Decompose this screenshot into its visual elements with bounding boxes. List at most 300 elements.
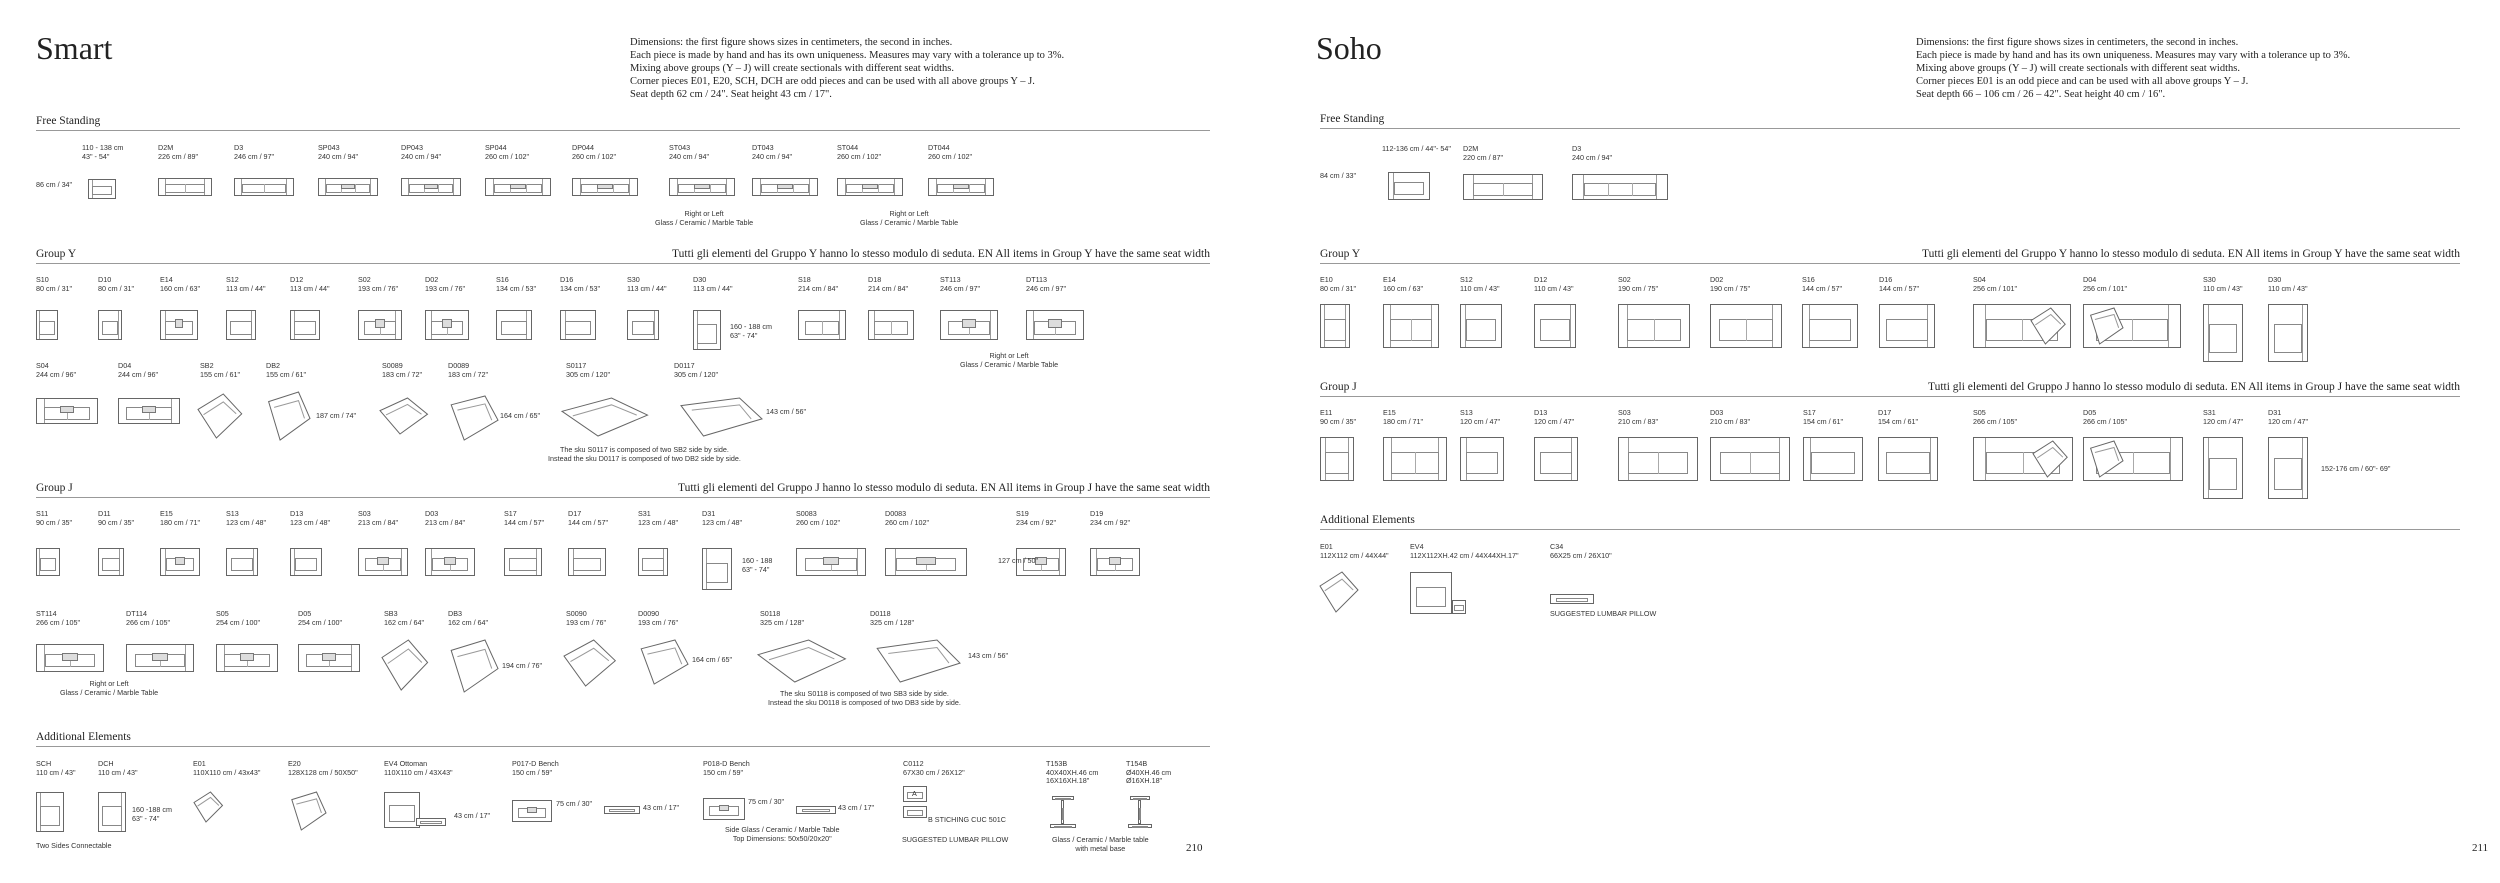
item-code: D0089	[448, 361, 470, 370]
sofa-drawing	[868, 310, 914, 340]
seat-divider	[526, 184, 527, 192]
item-size: 183 cm / 72"	[382, 369, 423, 379]
item-label	[1618, 409, 1658, 426]
sofa-seat	[92, 186, 112, 195]
item-code: D03	[425, 509, 439, 518]
item-label	[36, 760, 76, 777]
sofa-drawing	[885, 548, 967, 576]
item-label	[2203, 409, 2243, 426]
item-label	[1460, 276, 1500, 293]
table-insert	[175, 319, 184, 327]
item-label	[425, 276, 465, 293]
sofa-drawing	[290, 310, 320, 340]
item-code: D30	[693, 275, 707, 284]
sofa-seat	[1324, 319, 1345, 341]
item-size: 240 cm / 94"	[752, 151, 793, 161]
sofa-seat	[2274, 458, 2303, 489]
sofa-seat	[294, 321, 315, 336]
item-code: S16	[1802, 275, 1815, 284]
item-label	[485, 144, 529, 161]
item-code: D05	[2083, 408, 2097, 417]
item-code: ST043	[669, 143, 691, 152]
table-insert	[597, 184, 612, 189]
sofa-drawing	[752, 178, 818, 196]
sofa-arm	[1927, 305, 1934, 347]
sofa-seat	[295, 558, 318, 572]
item-code: S16	[496, 275, 509, 284]
item-code: D31	[702, 509, 716, 518]
item-label	[566, 362, 610, 379]
item-label	[36, 276, 72, 293]
item-label	[1016, 510, 1056, 527]
sofa-drawing	[1460, 304, 1502, 348]
sofa-drawing	[1383, 437, 1447, 481]
item-code: D16	[560, 275, 574, 284]
table-insert	[953, 184, 968, 189]
table-insert	[444, 557, 456, 565]
item-label	[1383, 276, 1423, 293]
sofa-seat	[1394, 182, 1424, 196]
item-size: 190 cm / 75"	[1710, 283, 1751, 293]
item-size: 110 cm / 43"	[2268, 283, 2308, 293]
item-code: ST113	[940, 275, 961, 284]
sofa-drawing	[1061, 800, 1064, 824]
item-code: T153B	[1046, 759, 1068, 768]
item-label	[200, 362, 240, 379]
sofa-seat	[40, 558, 57, 572]
item-label	[2203, 276, 2243, 293]
item-size: 112X112 cm / 44X44"	[1320, 550, 1389, 560]
divider	[1320, 396, 2460, 397]
sofa-drawing	[1138, 800, 1141, 824]
item-code: SP044	[485, 143, 507, 152]
sofa-drawing	[2203, 437, 2243, 499]
d0090-dimension: 164 cm / 65"	[692, 655, 733, 664]
ottoman-dimension: 43 cm / 17"	[454, 811, 491, 820]
item-size: 260 cm / 102"	[796, 517, 841, 527]
sofa-seat	[1325, 452, 1349, 474]
item-size: 110X110 cm / 43X43"	[384, 767, 453, 777]
item-label	[1026, 276, 1066, 293]
table-insert	[1109, 557, 1121, 565]
item-label	[1320, 276, 1356, 293]
item-size: 213 cm / 84"	[358, 517, 399, 527]
d30-dimension: 160 - 188 cm 63" - 74"	[730, 322, 772, 340]
sofa-seat	[1809, 319, 1850, 341]
item-code: C0112	[903, 759, 924, 768]
sofa-arm	[1532, 175, 1542, 199]
sofa-drawing	[496, 310, 532, 340]
sofa-drawing	[126, 644, 194, 672]
table-insert	[510, 184, 525, 189]
seat-divider	[1411, 319, 1412, 341]
sofa-drawing	[1460, 437, 1504, 481]
intro-line: Each piece is made by hand and has its own uniqueness. Measures may vary with a tolerance up to 3%.	[630, 50, 1065, 61]
seat-divider	[613, 184, 614, 192]
item-label	[703, 760, 750, 777]
db2-dimension: 187 cm / 74"	[316, 411, 357, 420]
item-label	[638, 510, 678, 527]
sofa-arm	[395, 311, 401, 339]
sofa-drawing	[627, 310, 659, 340]
table-insert	[527, 807, 536, 813]
item-code: D10	[98, 275, 112, 284]
item-size: 123 cm / 48"	[638, 517, 679, 527]
item-code: D3	[234, 143, 244, 152]
item-label	[448, 610, 488, 627]
section-heading-additional: Additional Elements	[1320, 514, 1415, 526]
item-size: 193 cm / 76"	[566, 617, 607, 627]
bench2-dimension: 43 cm / 17"	[838, 803, 875, 812]
d0117-dimension: 143 cm / 56"	[766, 407, 807, 416]
item-size: 120 cm / 47"	[1460, 416, 1501, 426]
stitching-note: B STICHING CUC 501C	[928, 815, 1006, 824]
intro-line: Corner pieces E01, E20, SCH, DCH are odd pieces and can be used with all above groups Y – J.	[630, 76, 1035, 87]
seat-divider	[1746, 319, 1747, 341]
item-size: 110 cm / 43"	[1534, 283, 1574, 293]
sofa-drawing	[98, 310, 122, 340]
item-code: D02	[1710, 275, 1724, 284]
item-code: D30	[2268, 275, 2282, 284]
item-code: E20	[288, 759, 301, 768]
sofa-drawing	[560, 310, 596, 340]
item-size: 162 cm / 64"	[448, 617, 489, 627]
item-size: 80 cm / 31"	[36, 283, 73, 293]
item-size: 150 cm / 59"	[512, 767, 553, 777]
sofa-drawing	[837, 178, 903, 196]
seat-divider	[1608, 183, 1609, 195]
sofa-seat	[632, 321, 655, 336]
sofa-seat	[1132, 826, 1149, 828]
d31-dimension: 160 - 188 63" - 74"	[742, 556, 773, 574]
sofa-arm	[1772, 305, 1781, 347]
item-size: 240 cm / 94"	[669, 151, 710, 161]
item-code: DP043	[401, 143, 423, 152]
intro-line: Seat depth 62 cm / 24". Seat height 43 cm / 17".	[630, 89, 832, 100]
item-size: 325 cm / 128"	[760, 617, 805, 627]
section-heading-additional: Additional Elements	[36, 731, 131, 743]
item-code: DT043	[752, 143, 774, 152]
table-insert	[862, 184, 877, 189]
item-label	[234, 144, 274, 161]
section-heading-group-j: Group J	[36, 482, 73, 494]
item-size: 144 cm / 57"	[568, 517, 609, 527]
item-code: C34	[1550, 542, 1564, 551]
height-dimension: 86 cm / 34"	[36, 180, 73, 189]
section-heading-group-j: Group J	[1320, 381, 1357, 393]
item-label	[1382, 145, 1451, 154]
intro-line: Corner pieces E01 is an odd piece and can be used with all above groups Y – J.	[1916, 76, 2249, 87]
item-code: D04	[2083, 275, 2097, 284]
corner-outline	[380, 398, 428, 434]
bench1-dimension: 75 cm / 30"	[556, 799, 593, 808]
sofa-arm	[526, 311, 531, 339]
item-code: D31	[2268, 408, 2282, 417]
sofa-drawing	[1320, 304, 1350, 348]
item-size: 266 cm / 105"	[1973, 416, 2018, 426]
sofa-drawing	[1618, 437, 1698, 481]
item-size: 90 cm / 35"	[1320, 416, 1357, 426]
seat-divider	[969, 184, 970, 192]
item-code: S03	[1618, 408, 1631, 417]
sofa-drawing	[798, 310, 846, 340]
divider	[1320, 263, 2460, 264]
sofa-drawing	[604, 806, 640, 814]
sofa-arm	[1059, 549, 1065, 575]
item-label	[693, 276, 733, 293]
item-label	[1550, 543, 1612, 560]
item-size: 150 cm / 59"	[703, 767, 744, 777]
item-code: D04	[118, 361, 132, 370]
item-label	[903, 760, 965, 777]
seat-divider	[1750, 452, 1751, 474]
seat-divider	[2023, 452, 2024, 474]
seat-divider	[891, 321, 892, 336]
item-label	[1383, 409, 1423, 426]
table-insert	[240, 653, 254, 661]
item-label	[928, 144, 972, 161]
item-code: E01	[1320, 542, 1333, 551]
item-code: S17	[504, 509, 517, 518]
corner-outline	[382, 640, 428, 690]
item-code: SB3	[384, 609, 398, 618]
item-code: S12	[1460, 275, 1473, 284]
table-insert	[60, 406, 74, 413]
item-code: S30	[2203, 275, 2216, 284]
corner-outline	[194, 792, 223, 822]
sofa-drawing	[234, 178, 294, 196]
divider	[36, 130, 1210, 131]
item-label	[798, 276, 838, 293]
item-code: S05	[216, 609, 229, 618]
corner-drawing	[758, 640, 850, 682]
bench2-dimension: 75 cm / 30"	[748, 797, 785, 806]
item-size: 155 cm / 61"	[266, 369, 307, 379]
sofa-drawing	[512, 800, 552, 822]
sofa-drawing	[572, 178, 638, 196]
sofa-seat	[1454, 605, 1463, 611]
item-label	[1710, 409, 1750, 426]
seat-divider	[1654, 319, 1655, 341]
pillow-letter: A	[912, 789, 917, 798]
corner-drawing	[2031, 308, 2067, 344]
item-code: P017-D Bench	[512, 759, 559, 768]
corner-drawing	[194, 792, 224, 822]
sofa-seat	[1466, 452, 1498, 474]
sofa-drawing	[1463, 174, 1543, 200]
item-code: SB2	[200, 361, 214, 370]
sofa-drawing	[358, 310, 402, 340]
sofa-arm	[1656, 175, 1667, 199]
item-code: S11	[36, 509, 49, 518]
corner-drawing	[198, 394, 244, 438]
item-label	[512, 760, 559, 777]
corner-drawing	[564, 640, 618, 686]
item-size: 110X110 cm / 43x43"	[193, 767, 261, 777]
item-size: 234 cm / 92"	[1090, 517, 1131, 527]
sofa-arm	[629, 179, 637, 195]
sofa-drawing	[1090, 548, 1140, 576]
item-label	[1534, 276, 1574, 293]
corner-drawing	[382, 640, 430, 690]
corner-outline	[564, 640, 615, 686]
item-label	[1879, 276, 1919, 293]
item-size: 90 cm / 35"	[98, 517, 135, 527]
page-title: Soho	[1316, 30, 1382, 66]
item-code: D19	[1090, 509, 1104, 518]
sofa-drawing	[226, 310, 256, 340]
item-label	[160, 276, 200, 293]
item-size: 123 cm / 48"	[226, 517, 267, 527]
table-insert	[375, 319, 385, 327]
item-size: 246 cm / 97"	[234, 151, 275, 161]
item-code: E14	[160, 275, 173, 284]
sofa-drawing	[1710, 304, 1782, 348]
sofa-arm	[809, 179, 817, 195]
seat-divider	[264, 184, 265, 192]
sofa-drawing	[1534, 304, 1576, 348]
corner-drawing	[380, 398, 430, 434]
sku-note: The sku S0118 is composed of two SB3 side by side. Instead the sku D0118 is composed of two DB3 side by side.	[768, 689, 961, 707]
sofa-arm	[171, 399, 179, 423]
item-size: 266 cm / 105"	[2083, 416, 2128, 426]
item-size: 266 cm / 105"	[126, 617, 171, 627]
sofa-drawing	[693, 310, 721, 350]
sofa-seat	[1584, 183, 1655, 195]
sofa-arm	[286, 179, 293, 195]
item-code: S05	[1973, 408, 1986, 417]
sofa-drawing	[903, 806, 927, 818]
sofa-arm	[1464, 175, 1474, 199]
item-size: 144 cm / 57"	[504, 517, 545, 527]
item-code: D13	[1534, 408, 1548, 417]
sofa-drawing	[290, 548, 322, 576]
intro-line: Mixing above groups (Y – J) will create sectionals with different seat widths.	[1916, 63, 2240, 74]
intro-line: Each piece is made by hand and has its own uniqueness. Measures may vary with a tolerance up to 3%.	[1916, 50, 2351, 61]
sofa-drawing	[98, 548, 124, 576]
item-size: 256 cm / 101"	[2083, 283, 2128, 293]
sofa-drawing	[1550, 594, 1594, 604]
table-note: Right or Left Glass / Ceramic / Marble Table	[60, 679, 159, 697]
item-size: 214 cm / 84"	[868, 283, 909, 293]
sofa-arm	[2170, 438, 2182, 480]
sofa-seat	[1466, 319, 1496, 341]
seat-divider	[822, 321, 823, 336]
corner-drawing	[868, 640, 960, 682]
sofa-drawing	[36, 548, 60, 576]
item-size: 240 cm / 94"	[318, 151, 359, 161]
item-size: 120 cm / 47"	[2268, 416, 2309, 426]
corner-drawing	[562, 398, 652, 436]
item-code: S31	[638, 509, 651, 518]
item-code: S0118	[760, 609, 781, 618]
item-size: 134 cm / 53"	[496, 283, 537, 293]
item-size: 254 cm / 100"	[298, 617, 343, 627]
item-size: 246 cm / 97"	[940, 283, 981, 293]
item-code: S30	[627, 275, 640, 284]
item-size: 67X30 cm / 26X12"	[903, 767, 965, 777]
bench1-dimension: 43 cm / 17"	[643, 803, 680, 812]
item-label	[504, 510, 544, 527]
item-size: 180 cm / 71"	[1383, 416, 1424, 426]
item-label	[98, 276, 134, 293]
sofa-seat	[697, 324, 717, 344]
sofa-seat	[509, 558, 536, 572]
item-label	[290, 276, 330, 293]
item-label	[1460, 409, 1500, 426]
item-label	[226, 510, 266, 527]
sofa-seat	[1054, 826, 1072, 828]
item-size: 193 cm / 76"	[638, 617, 679, 627]
sofa-arm	[1619, 305, 1628, 347]
item-label	[669, 144, 709, 161]
item-code: DCH	[98, 759, 114, 768]
sofa-seat	[1556, 598, 1588, 602]
sofa-seat	[102, 321, 119, 336]
item-code: S10	[36, 275, 49, 284]
item-label	[1410, 543, 1519, 560]
seat-divider	[2133, 452, 2134, 474]
divider	[1320, 529, 2460, 530]
sofa-drawing	[796, 548, 866, 576]
sofa-arm	[185, 645, 193, 671]
item-code: EV4	[1410, 542, 1424, 551]
item-code: EV4 Ottoman	[384, 759, 428, 768]
item-size: 244 cm / 96"	[118, 369, 159, 379]
item-size: 162 cm / 64"	[384, 617, 425, 627]
sofa-arm	[990, 311, 997, 339]
dch-dimension: 160 -188 cm 63" - 74"	[132, 805, 172, 823]
item-size: 325 cm / 128"	[870, 617, 915, 627]
item-code: SP043	[318, 143, 340, 152]
item-code: D18	[868, 275, 882, 284]
sofa-drawing	[1534, 437, 1578, 481]
item-size: 305 cm / 120"	[674, 369, 719, 379]
item-code: D03	[1710, 408, 1724, 417]
seat-divider	[2132, 319, 2133, 341]
item-code: S02	[358, 275, 371, 284]
item-size: Ø40XH.46 cm Ø16XH.18"	[1126, 767, 1172, 785]
sofa-drawing	[485, 178, 551, 196]
d0118-dimension: 143 cm / 56"	[968, 651, 1009, 660]
item-size: 80 cm / 31"	[1320, 283, 1357, 293]
item-label	[384, 610, 424, 627]
height-dimension: 84 cm / 33"	[1320, 171, 1357, 180]
item-code: D2M	[1463, 144, 1479, 153]
item-size: 113 cm / 44"	[290, 283, 330, 293]
sofa-arm	[1974, 305, 1986, 347]
item-size: 234 cm / 92"	[1016, 517, 1057, 527]
sofa-seat	[565, 321, 591, 336]
item-label	[1878, 409, 1918, 426]
item-label	[566, 610, 606, 627]
item-size: 112X112XH.42 cm / 44X44XH.17"	[1410, 550, 1519, 560]
item-code: D16	[1879, 275, 1893, 284]
sofa-arm	[1619, 438, 1629, 480]
item-size: 305 cm / 120"	[566, 369, 611, 379]
intro-line: Seat depth 66 – 106 cm / 26 – 42". Seat height 40 cm / 16".	[1916, 89, 2166, 100]
item-size: 260 cm / 102"	[572, 151, 617, 161]
sofa-arm	[351, 645, 359, 671]
seat-divider	[185, 184, 186, 192]
divider	[36, 497, 1210, 498]
item-size: 113 cm / 44"	[226, 283, 266, 293]
section-heading-free-standing: Free Standing	[36, 115, 101, 127]
item-label	[2083, 409, 2127, 426]
seat-divider	[1503, 183, 1504, 195]
sofa-seat	[1540, 319, 1570, 341]
item-code: E15	[160, 509, 173, 518]
